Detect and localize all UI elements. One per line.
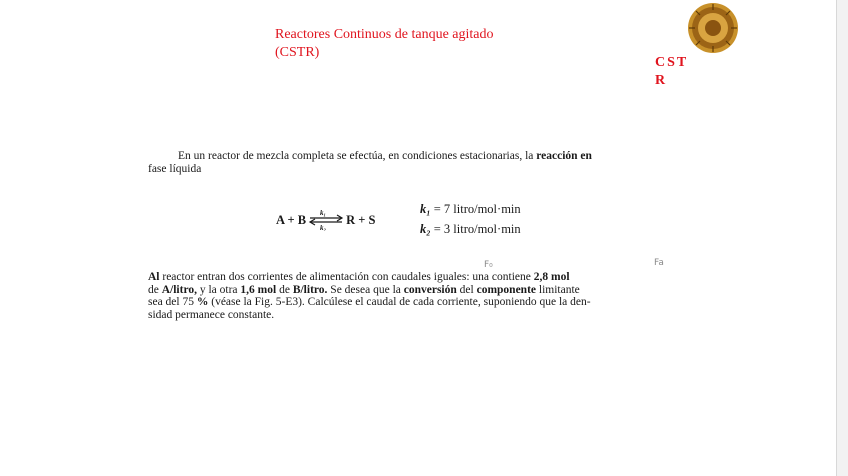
page-edge [836,0,848,476]
body-s8: de [276,283,293,296]
tag-line-2: R [655,73,668,88]
body-s17: (véase la Fig. 5-E3). Calcúlese el caudal de cada corriente, suponiendo que la den- [208,296,591,308]
k1-row [420,199,521,219]
k1-label: k₁ [420,202,431,216]
body-s13: componente [476,283,537,296]
k1-value: = 7 litro/mol·min [430,202,521,216]
tag-line-1: CST [655,55,689,70]
k2-value: = 3 litro/mol·min [430,222,521,236]
k-forward-label: k₁ [320,209,327,217]
body-s6: y la otra [196,283,241,296]
equilibrium-arrows-icon [308,209,344,231]
body-s11: conversión [403,283,457,296]
products: R + S [346,212,376,227]
body-s1: Al [148,271,160,283]
body-s5: A/litro, [161,283,197,296]
rate-constants [420,199,521,239]
problem-statement-intro [148,150,690,175]
k2-row [420,219,521,239]
body-s4: de [148,283,162,296]
title-line-1: Reactores Continuos de tanque agitado [275,27,494,42]
k-reverse-label: k₂ [320,224,327,231]
body-s10: Se desea que la [327,283,404,296]
body-s15: sea del 75 [148,296,197,308]
body-s12: del [456,283,477,296]
body-s7: 1,6 mol [240,283,277,296]
reaction-equation [276,209,375,231]
body-s9: B/litro. [292,283,328,296]
reactants: A + B [276,212,307,227]
body-s2: reactor entran dos corrientes de alimentación con caudales iguales: una contiene [159,271,534,283]
body-s3: 2,8 mol [533,271,570,283]
handwritten-note-2: Fa [654,258,664,268]
k2-label: k₂ [420,222,431,236]
intro-line-2: fase líquida [148,162,202,175]
body-s14: limitante [536,283,580,296]
handwritten-note-1: F₀ [484,260,493,270]
intro-bold: reacción en [536,150,592,162]
document-title [275,26,595,62]
body-s18: sidad permanece constante. [148,308,275,321]
problem-statement-body [148,271,690,321]
intro-text: En un reactor de mezcla completa se efectúa, en condiciones estacionarias, la [178,150,537,162]
title-line-2: (CSTR) [275,45,320,60]
university-seal-icon [687,2,739,54]
cstr-tag [655,54,695,90]
body-s16: % [196,296,209,308]
